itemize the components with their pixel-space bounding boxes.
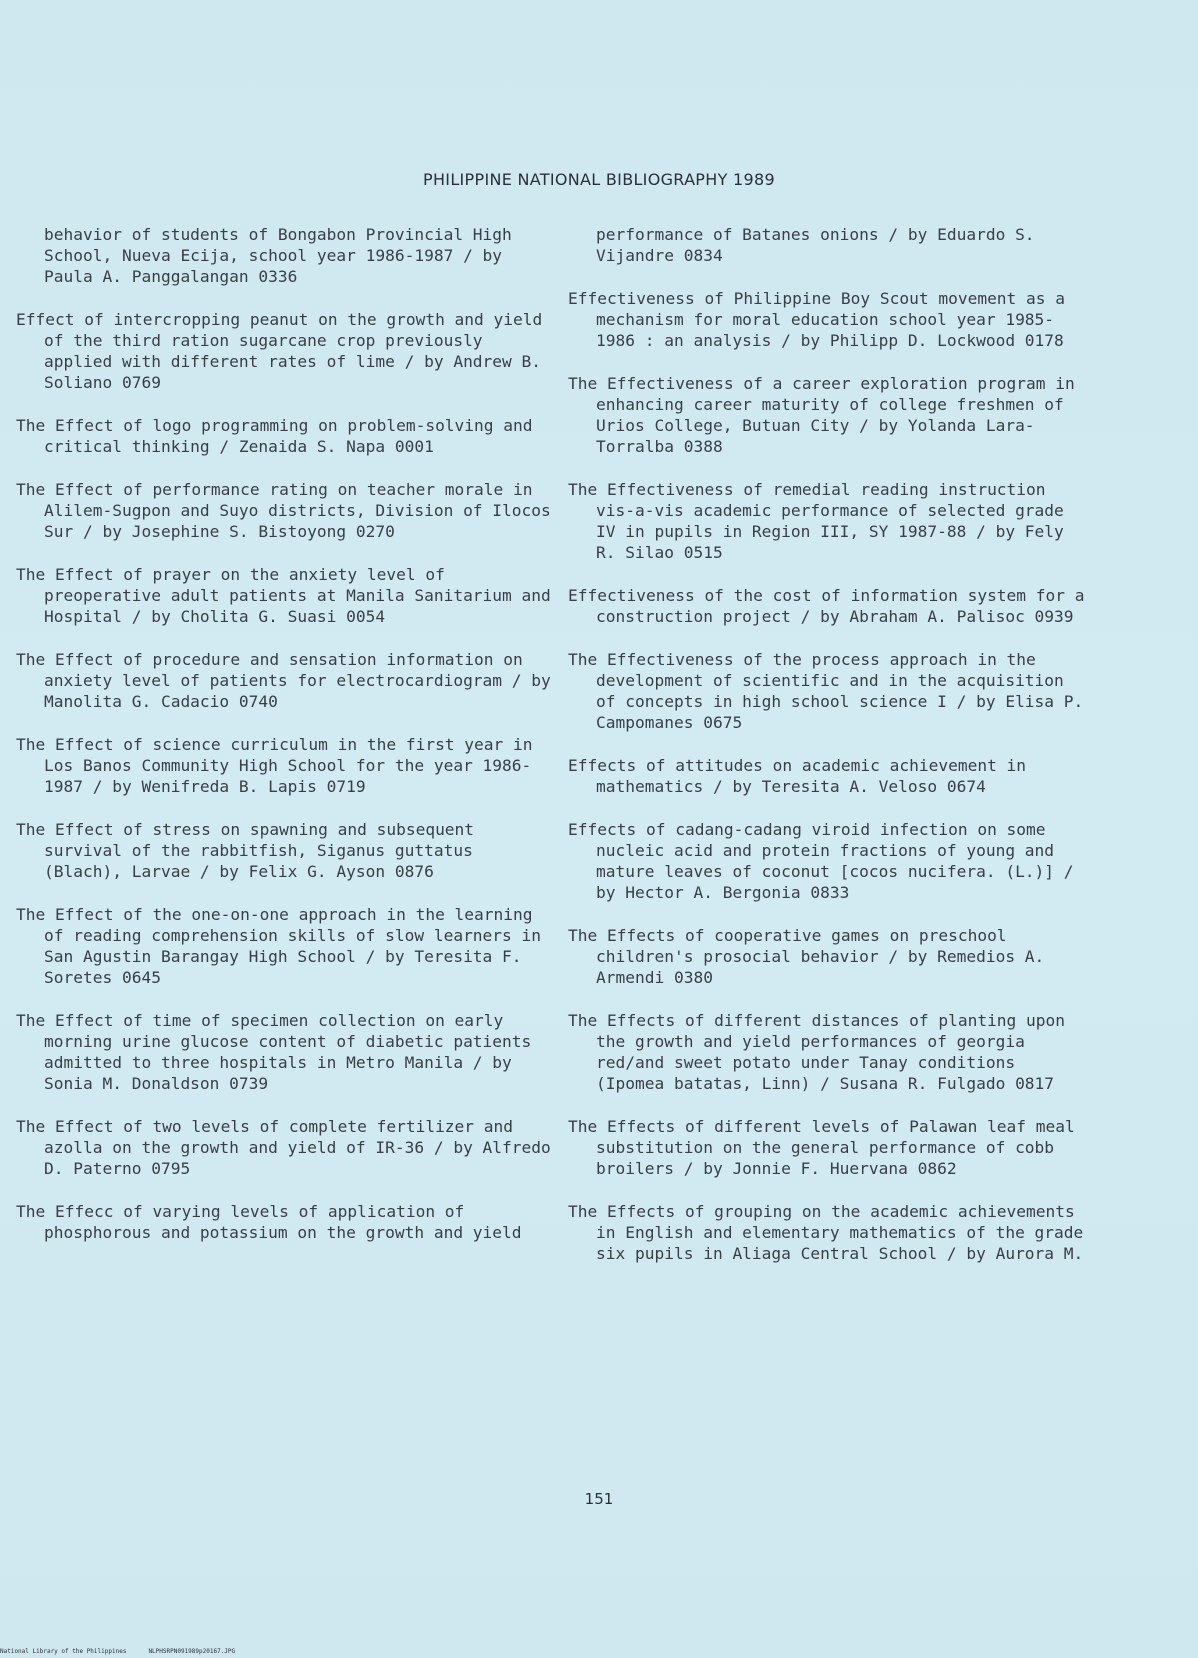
bibliography-entry: Effect of intercropping peanut on the growth and yield of the third ration sugarcane crop previously applied with different rates of lime / by Andrew B. Soliano 0769 [16,310,543,392]
bibliography-entry: The Effect of two levels of complete fertilizer and azolla on the growth and yield of IR-36 / by Alfredo D. Paterno 0795 [16,1117,551,1178]
bibliography-entry: Effectiveness of Philippine Boy Scout movement as a mechanism for moral education school year 1985-1986 : an analysis / by Philipp D. Lockwood 0178 [568,289,1066,350]
bibliography-entry: The Effectiveness of the process approach in the development of scientific and in the acquisition of concepts in high school science I / by Elisa P. Campomanes 0675 [568,650,1084,732]
bibliography-entry: The Effect of time of specimen collection on early morning urine glucose content of diabetic patients admitted to three hospitals in Metro Manila / by Sonia M. Donaldson 0739 [16,1011,532,1093]
bibliography-entry: The Effectiveness of a career exploration program in enhancing career maturity of college freshmen of Urios College, Butuan City / by Yolanda Lara-Torralba 0388 [568,374,1075,456]
bibliography-entry: The Effect of stress on spawning and subsequent survival of the rabbitfish, Siganus guttatus (Blach), Larvae / by Felix G. Ayson 0876 [16,820,475,881]
bibliography-entry: The Effect of logo programming on problem-solving and critical thinking / Zenaida S. Napa 0001 [16,416,533,456]
page-number: 151 [584,1490,614,1508]
bibliography-entry: Effectiveness of the cost of information system for a construction project / by Abraham A. Palisoc 0939 [568,586,1085,626]
stamp-file: NLPHSRPN091989p20167.JPG [148,1648,236,1655]
stamp-library: National Library of the Philippines [0,1648,127,1655]
bibliography-entry: performance of Batanes onions / by Eduardo S. Vijandre 0834 [596,225,1035,265]
page-title: PHILIPPINE NATIONAL BIBLIOGRAPHY 1989 [423,170,775,189]
bibliography-entry: The Effects of cooperative games on preschool children's prosocial behavior / by Remedios A. Armendi 0380 [568,926,1045,987]
scan-stamp [0,1648,257,1655]
bibliography-entry: behavior of students of Bongabon Provincial High School, Nueva Ecija, school year 1986-1987 / by Paula A. Panggalangan 0336 [44,225,512,286]
bibliography-entry: The Effecc of varying levels of application of phosphorous and potassium on the growth and yield [16,1202,522,1242]
bibliography-entry: The Effect of the one-on-one approach in the learning of reading comprehension skills of slow learners in San Agustin Barangay High School / by Teresita F. Soretes 0645 [16,905,542,987]
right-column [568,224,1088,1286]
bibliography-entry: Effects of cadang-cadang viroid infection on some nucleic acid and protein fractions of young and mature leaves of coconut [cocos nucifera. (L.)] / by Hector A. Bergonia 0833 [568,820,1074,902]
bibliography-entry: The Effects of grouping on the academic achievements in English and elementary mathematics of the grade six pupils in Aliaga Central School / by Aurora M. [568,1202,1084,1263]
bibliography-entry: The Effect of performance rating on teacher morale in Alilem-Sugpon and Suyo districts, Division of Ilocos Sur / by Josephine S. Bistoyong 0270 [16,480,551,541]
left-column [16,224,556,1265]
bibliography-entry: The Effect of science curriculum in the first year in Los Banos Community High School for the year 1986-1987 / by Wenifreda B. Lapis 0719 [16,735,533,796]
bibliography-entry: The Effect of prayer on the anxiety level of preoperative adult patients at Manila Sanitarium and Hospital / by Cholita G. Suasi 0054 [16,565,551,626]
bibliography-entry: Effects of attitudes on academic achievement in mathematics / by Teresita A. Veloso 0674 [568,756,1027,796]
bibliography-entry: The Effect of procedure and sensation information on anxiety level of patients for electrocardiogram / by Manolita G. Cadacio 0740 [16,650,551,711]
bibliography-entry: The Effects of different distances of planting upon the growth and yield performances of georgia red/and sweet potato under Tanay conditions (Ipomea batatas, Linn) / Susana R. Fulgado 0817 [568,1011,1066,1093]
bibliography-entry: The Effectiveness of remedial reading instruction vis-a-vis academic performance of selected grade IV in pupils in Region III, SY 1987-88 / by Fely R. Silao 0515 [568,480,1064,562]
bibliography-entry: The Effects of different levels of Palawan leaf meal substitution on the general performance of cobb broilers / by Jonnie F. Huervana 0862 [568,1117,1075,1178]
